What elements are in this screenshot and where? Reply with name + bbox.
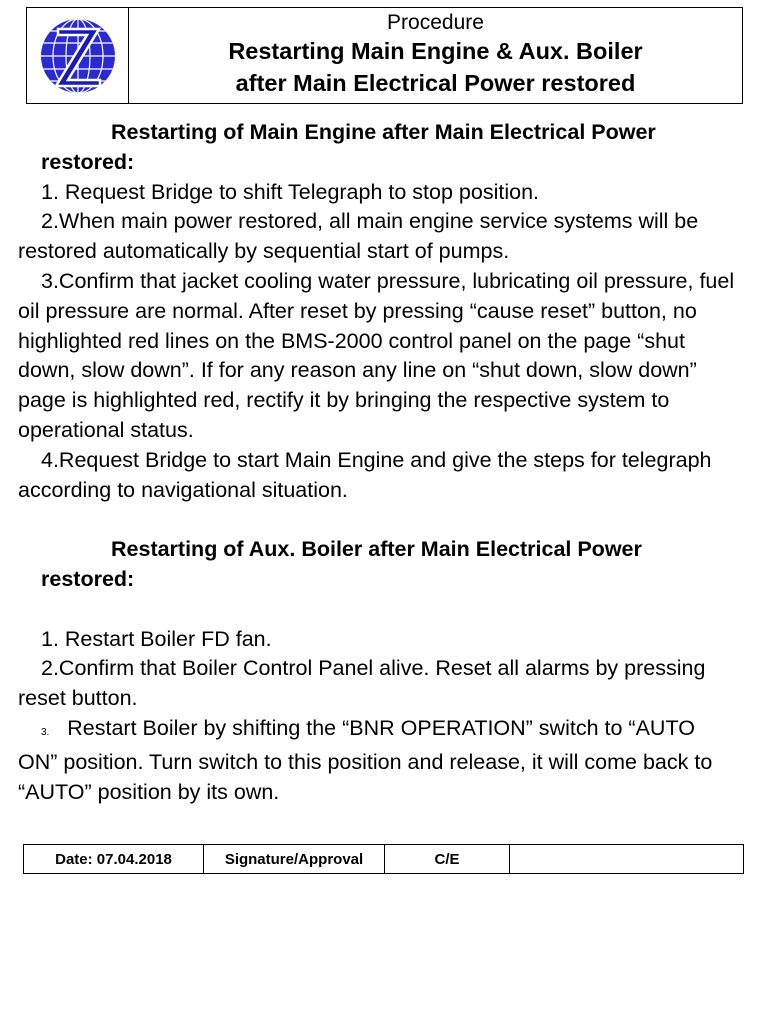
list-item-text: Restart Boiler by shifting the “BNR OPERATION” switch to “AUTO ON” position. Turn switch to this position and release, it will come back to “AUTO” position by its own. xyxy=(18,715,713,804)
title-cell xyxy=(129,8,742,103)
company-logo-globe-icon xyxy=(38,16,118,96)
list-item: 2.Confirm that Boiler Control Panel alive. Reset all alarms by pressing reset button. xyxy=(18,656,706,711)
role-cell: C/E xyxy=(385,845,510,874)
list-item: 3.Confirm that jacket cooling water pressure, lubricating oil pressure, fuel oil pressure are normal. After reset by pressing “cause reset” button, no highlighted red lines on the BMS-2000 control panel on the page “shut down, slow down”. If for any reason any line on “shut down, slow down” page is highlighted red, rectify it by bringing the respective system to operational status. xyxy=(18,268,735,442)
procedure-label: Procedure xyxy=(387,11,484,34)
procedure-title-line1: Restarting Main Engine & Aux. Boiler xyxy=(228,38,643,64)
section-heading-main-engine-cont: restored: xyxy=(41,149,135,174)
list-item: 1. Restart Boiler FD fan. xyxy=(41,626,272,651)
document-header xyxy=(26,7,743,104)
section-heading-aux-boiler-cont: restored: xyxy=(41,566,135,591)
logo-cell xyxy=(27,8,129,103)
list-item xyxy=(18,714,738,807)
date-cell: Date: 07.04.2018 xyxy=(24,845,204,874)
list-item: 1. Request Bridge to shift Telegraph to stop position. xyxy=(41,179,539,204)
signature-approval-cell: Signature/Approval xyxy=(204,845,385,874)
list-item-number: 3. xyxy=(41,726,50,738)
list-item: 2.When main power restored, all main engine service systems will be restored automatically by sequential start of pumps. xyxy=(18,209,699,264)
section-heading-aux-boiler: Restarting of Aux. Boiler after Main Electrical Power xyxy=(111,537,642,562)
procedure-title-line2: after Main Electrical Power restored xyxy=(235,70,636,96)
signature-empty-cell xyxy=(510,845,744,874)
list-item: 4.Request Bridge to start Main Engine and give the steps for telegraph according to navigational situation. xyxy=(18,447,712,502)
section-heading-main-engine: Restarting of Main Engine after Main Electrical Power xyxy=(111,120,656,144)
spacer xyxy=(18,595,738,625)
document-body xyxy=(18,118,738,807)
approval-footer-table xyxy=(23,844,744,874)
spacer xyxy=(18,505,738,535)
